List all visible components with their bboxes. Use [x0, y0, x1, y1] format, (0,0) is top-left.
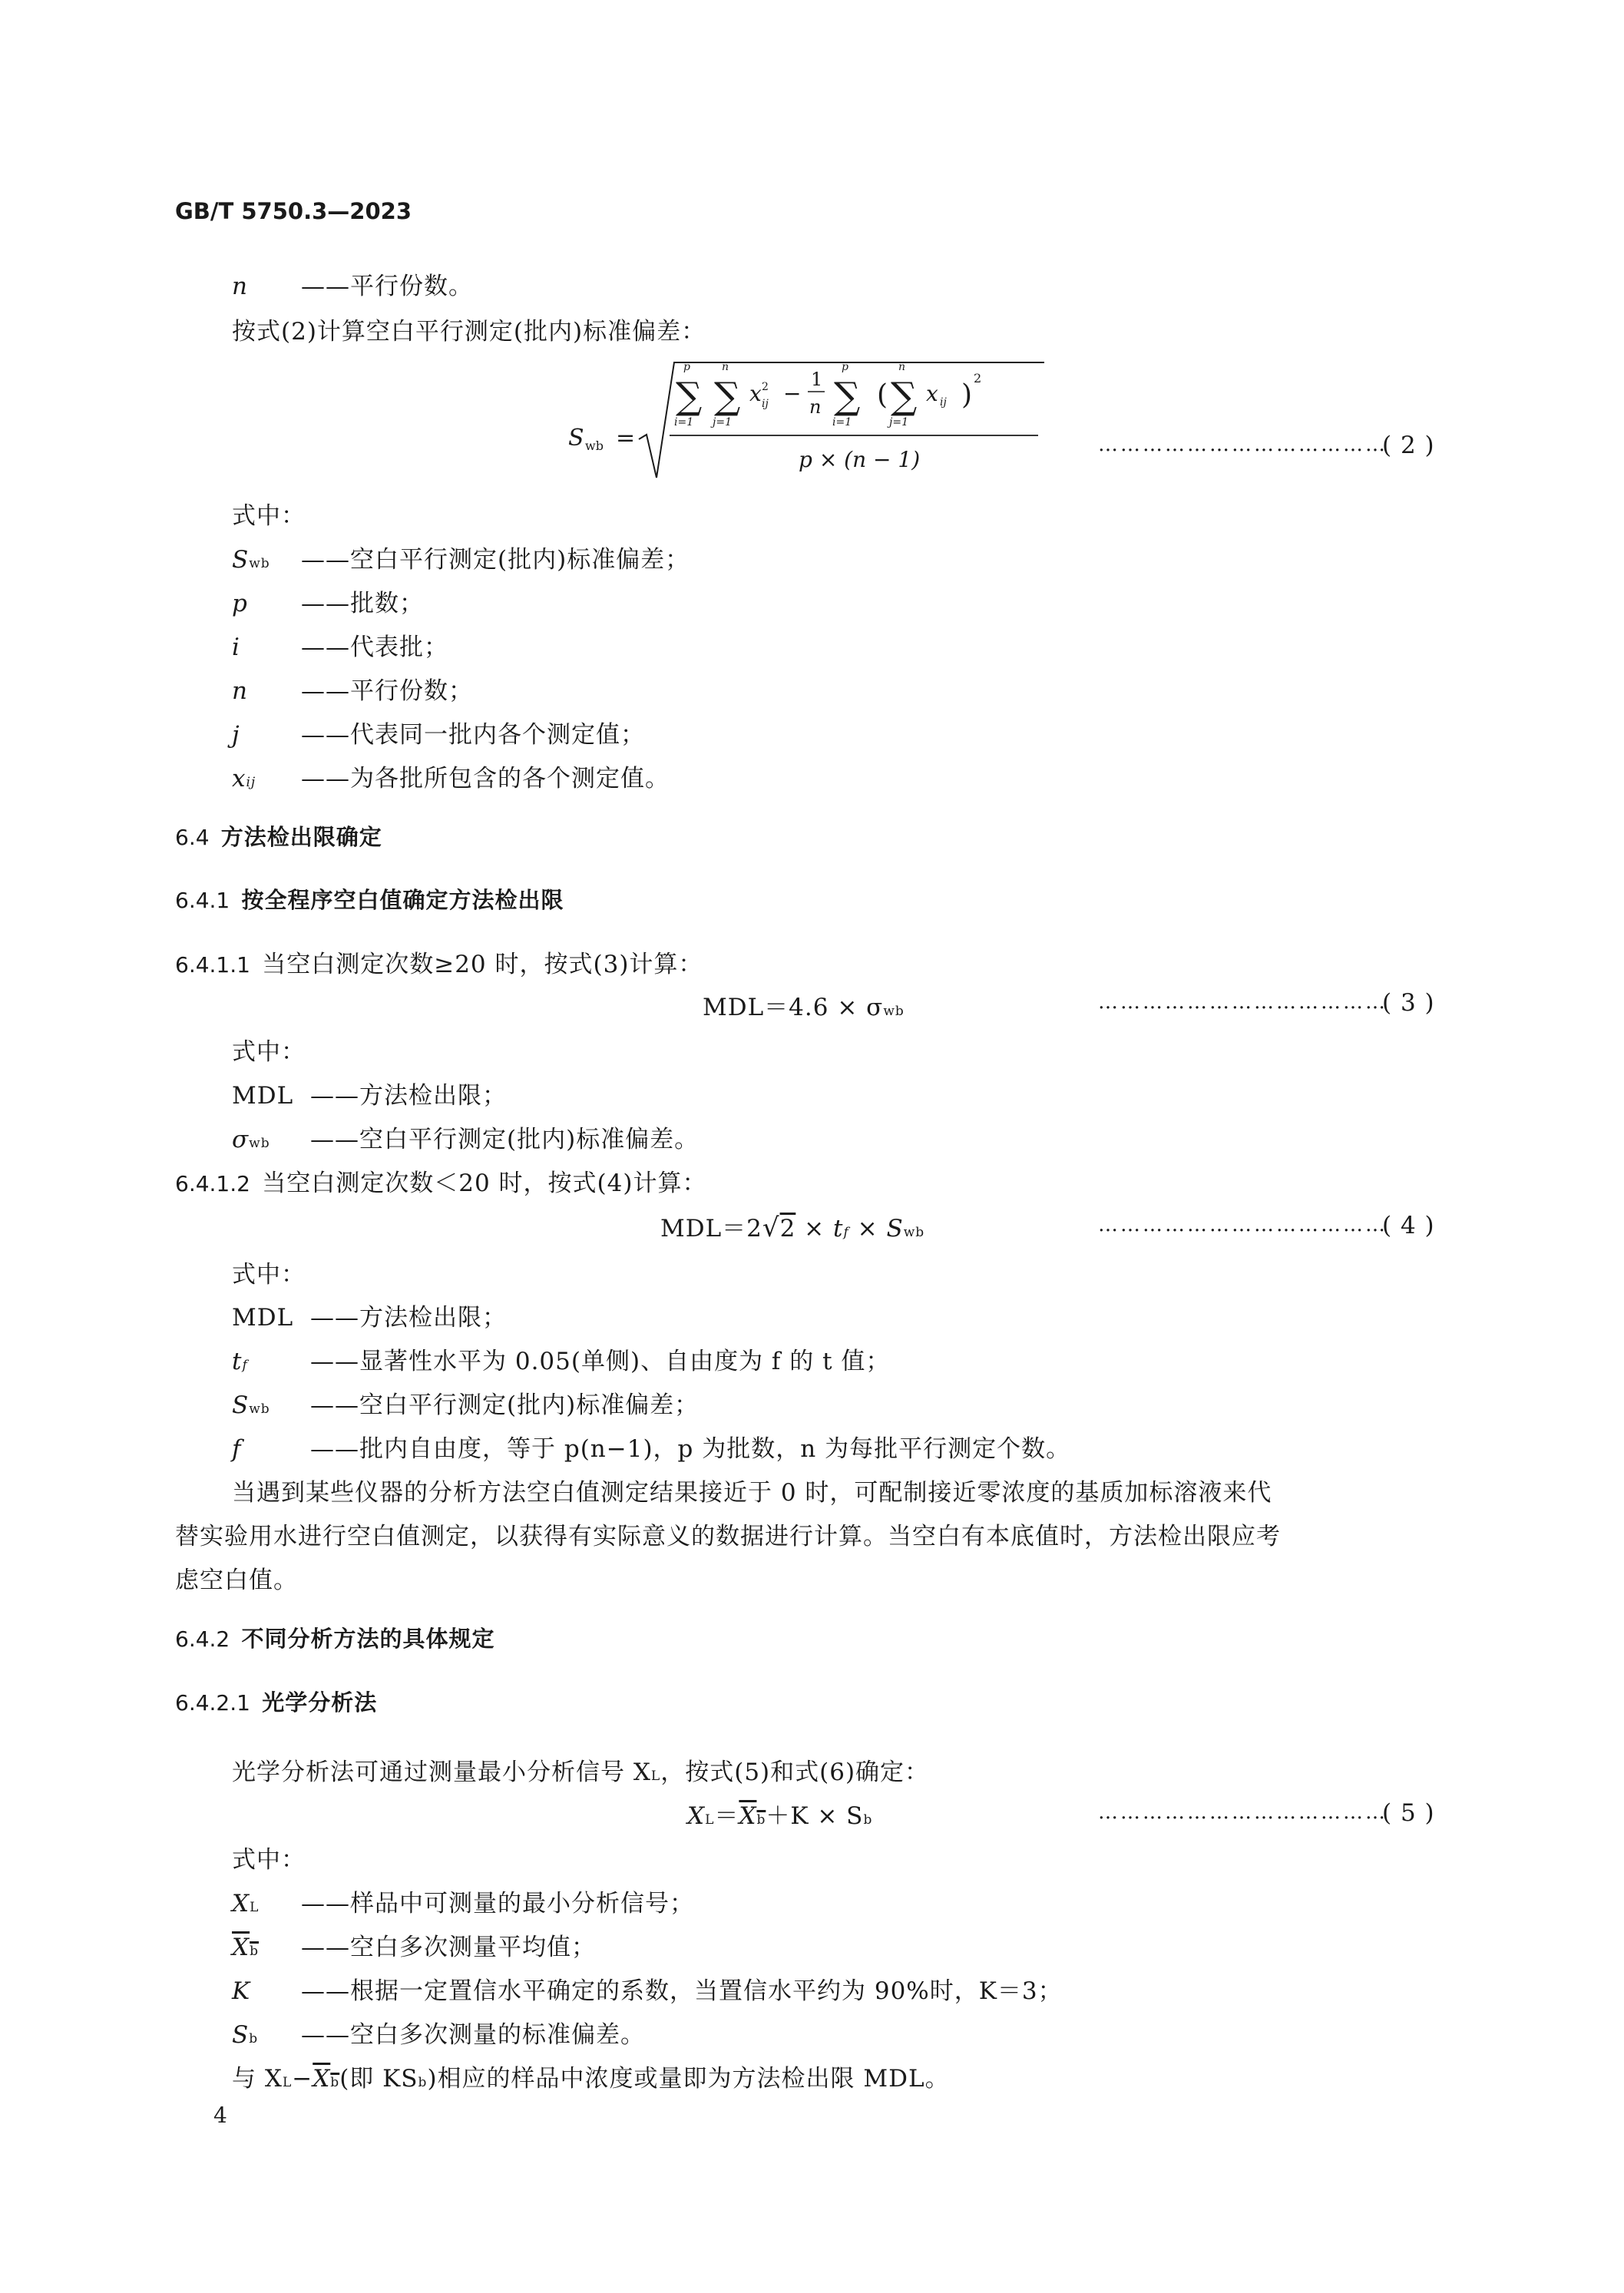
def-line	[232, 1120, 699, 1154]
def-symbol: X	[232, 1934, 250, 1961]
def-line	[232, 627, 448, 662]
section-number: 6.4.1.1	[175, 952, 250, 978]
def-line	[232, 1927, 596, 1962]
eq2-sigma-4: ∑	[891, 375, 918, 418]
eq2-x-1-sq: 2	[762, 381, 769, 393]
eq2-sigma-3: ∑	[834, 375, 861, 418]
def-desc: ——空白平行测定(批内)标准偏差；	[301, 546, 690, 574]
def-desc: ——显著性水平为 0.05(单侧)、自由度为 f 的 t 值；	[310, 1348, 891, 1375]
eq4-part-b: × t	[804, 1215, 844, 1242]
section-number: 6.4	[175, 825, 210, 850]
def-desc: ——样品中可测量的最小分析信号；	[301, 1890, 694, 1917]
eq2-paren-open: (	[877, 379, 888, 411]
section-number: 6.4.2.1	[175, 1690, 250, 1716]
def-desc: ——代表批；	[301, 634, 448, 661]
eq2-x-1-sub: ij	[762, 398, 769, 410]
def-line	[232, 540, 690, 574]
def-symbol: p	[232, 590, 248, 617]
def-desc: ——方法检出限；	[310, 1082, 507, 1110]
section-title: 方法检出限确定	[220, 824, 382, 850]
def-symbol: S	[232, 546, 250, 574]
def-symbol-sub: f	[242, 1358, 248, 1373]
def-line-n	[232, 266, 473, 301]
def-symbol: K	[232, 1977, 251, 2005]
def-symbol: MDL	[232, 1082, 294, 1110]
section-6-4-1-1	[175, 945, 703, 979]
section-text: 当空白测定次数＜20 时，按式(4)计算：	[262, 1170, 707, 1197]
def-symbol: t	[232, 1348, 243, 1375]
eq2-sigma-1: ∑	[676, 375, 703, 418]
where-label: 式中：	[232, 1038, 306, 1066]
eq2-one: 1	[811, 369, 823, 390]
def-symbol: n	[232, 273, 248, 300]
eq4-leader-dots: …………………………………	[1098, 1213, 1388, 1236]
eq5-leader-dots: …………………………………	[1098, 1801, 1388, 1824]
def-desc: ——空白多次测量的标准偏差。	[301, 2021, 645, 2049]
section-6-4-2-1-heading	[175, 1686, 377, 1717]
eq2-sigma-2: ∑	[714, 375, 741, 418]
paragraph-line: 虑空白值。	[175, 1567, 298, 1594]
eq5-xb: X	[739, 1802, 757, 1830]
def-symbol: S	[232, 2021, 250, 2049]
eq2-lead-text: 按式(2)计算空白平行测定(批内)标准偏差：	[232, 318, 706, 346]
def-line	[232, 671, 473, 706]
eq5-equals: ＝	[714, 1802, 739, 1830]
def-symbol-sub: wb	[249, 1401, 270, 1417]
section-number: 6.4.2	[175, 1626, 230, 1652]
eq5-xb-sub: b	[756, 1812, 766, 1828]
eq4-part-a: MDL＝2	[660, 1215, 762, 1242]
def-symbol-sub: wb	[249, 1136, 270, 1151]
final-d: (即 KS	[339, 2065, 418, 2093]
eq4-part-b-sub: f	[843, 1225, 849, 1240]
def-line	[232, 1884, 694, 1918]
eq2-paren-close: )	[961, 379, 973, 411]
eq2-p-top-2: p	[842, 361, 848, 373]
eq2-x-2: x	[926, 381, 938, 406]
paragraph-line: 当遇到某些仪器的分析方法空白值测定结果接近于 0 时，可配制接近零浓度的基质加标溶液来代	[232, 1479, 1272, 1507]
def-desc: ——批内自由度，等于 p(n−1)，p 为批数，n 为每批平行测定个数。	[310, 1435, 1071, 1463]
eq2-denominator: p × (n − 1)	[799, 447, 921, 472]
eq2-lhs-sub: wb	[585, 438, 604, 453]
eq4-number: ( 4 )	[1382, 1212, 1435, 1239]
def-desc: ——空白平行测定(批内)标准偏差；	[310, 1391, 700, 1419]
where-label: 式中：	[232, 1846, 306, 1874]
def-desc: ——平行份数；	[301, 677, 473, 705]
optical-lead-b: ，按式(5)和式(6)确定：	[660, 1759, 930, 1786]
eq2-x-1: x	[749, 381, 762, 406]
final-sentence	[232, 2059, 950, 2093]
eq2-x-2-sub: ij	[940, 396, 947, 409]
eq2-i-eq-1-b: i=1	[832, 416, 852, 428]
optical-lead-a: 光学分析法可通过测量最小分析信号 X	[232, 1759, 651, 1786]
eq5-number: ( 5 )	[1382, 1799, 1435, 1827]
final-c: X	[313, 2065, 331, 2093]
section-title: 光学分析法	[262, 1689, 378, 1716]
def-desc: ——平行份数。	[301, 273, 473, 300]
standard-code: GB/T 5750.3—2023	[175, 198, 412, 224]
section-6-4-1-heading	[175, 883, 564, 915]
eq5-xl: X	[687, 1802, 706, 1830]
def-desc: ——空白平行测定(批内)标准偏差。	[310, 1126, 700, 1153]
def-line	[232, 2015, 645, 2050]
section-6-4-heading	[175, 820, 382, 852]
eq2-j-eq-1-b: j=1	[889, 416, 908, 428]
eq2-n-denominator: n	[809, 396, 822, 418]
eq2-minus: −	[783, 381, 802, 406]
equation-4	[660, 1209, 924, 1243]
section-title: 按全程序空白值确定方法检出限	[241, 887, 564, 913]
eq3-sub: wb	[883, 1004, 905, 1019]
def-symbol: x	[232, 765, 246, 792]
section-title: 不同分析方法的具体规定	[241, 1626, 495, 1652]
eq5-rest: ＋K × S	[766, 1802, 864, 1830]
final-c-sub: b	[330, 2075, 340, 2090]
def-symbol: n	[232, 677, 248, 705]
equation-5	[687, 1796, 872, 1831]
def-line	[232, 1429, 1070, 1464]
paragraph-line: 替实验用水进行空白值测定，以获得有实际意义的数据进行计算。当空白有本底值时，方法检出限应考	[175, 1523, 1281, 1550]
def-line	[232, 584, 424, 618]
def-line	[232, 1342, 890, 1376]
eq2-lhs: S	[568, 425, 584, 452]
eq2-equals: =	[616, 425, 636, 452]
eq2-p-top-1: p	[683, 361, 690, 373]
eq2-number: ( 2 )	[1382, 432, 1435, 459]
def-desc: ——根据一定置信水平确定的系数，当置信水平约为 90%时，K＝3；	[301, 1977, 1063, 2005]
where-label: 式中：	[232, 1261, 306, 1289]
section-6-4-1-2	[175, 1163, 706, 1198]
def-symbol: f	[232, 1435, 242, 1463]
def-symbol: S	[232, 1391, 250, 1419]
section-text: 当空白测定次数≥20 时，按式(3)计算：	[262, 951, 703, 978]
eq3-number: ( 3 )	[1382, 989, 1435, 1017]
def-desc: ——方法检出限；	[310, 1304, 507, 1332]
def-symbol: σ	[232, 1126, 250, 1153]
final-a-sub: L	[282, 2075, 293, 2090]
equation-2	[568, 355, 1060, 485]
section-6-4-2-heading	[175, 1622, 495, 1653]
optical-lead	[232, 1752, 929, 1787]
def-symbol-sub: ij	[246, 775, 256, 790]
eq3-body: MDL＝4.6 × σ	[703, 994, 884, 1021]
def-desc: ——代表同一批内各个测定值；	[301, 721, 645, 749]
def-desc: ——为各批所包含的各个测定值。	[301, 765, 670, 792]
def-symbol: X	[232, 1890, 250, 1917]
section-number: 6.4.1	[175, 888, 230, 913]
final-b: −	[292, 2065, 313, 2093]
def-symbol: MDL	[232, 1304, 294, 1332]
final-e: )相应的样品中浓度或量即为方法检出限 MDL。	[427, 2065, 950, 2093]
def-line	[232, 1385, 699, 1420]
def-symbol-sub: wb	[249, 556, 270, 571]
def-desc: ——批数；	[301, 590, 424, 617]
def-symbol-sub: L	[250, 1900, 260, 1915]
final-a: 与 X	[232, 2065, 283, 2093]
where-label: 式中：	[232, 502, 306, 530]
def-line	[232, 1971, 1063, 2006]
eq4-root: 2	[779, 1215, 796, 1242]
sqrt-icon: √	[762, 1213, 780, 1243]
final-d-sub: b	[418, 2075, 428, 2090]
def-line	[232, 759, 670, 793]
equation-3	[703, 988, 905, 1022]
eq2-i-eq-1: i=1	[674, 416, 694, 428]
eq5-xl-sub: L	[705, 1812, 715, 1828]
section-number: 6.4.1.2	[175, 1171, 250, 1196]
eq2-n-top-2: n	[898, 361, 906, 373]
eq2-n-top-1: n	[722, 361, 729, 373]
def-symbol-sub: b	[250, 1944, 259, 1959]
def-symbol: i	[232, 634, 240, 661]
optical-lead-sub: L	[650, 1769, 661, 1784]
def-desc: ——空白多次测量平均值；	[301, 1934, 596, 1961]
def-line	[232, 1298, 507, 1332]
eq2-j-eq-1-a: j=1	[713, 416, 732, 428]
def-line	[232, 1076, 507, 1110]
eq4-part-c-sub: wb	[903, 1225, 925, 1240]
def-symbol: j	[232, 721, 240, 749]
eq2-square: 2	[974, 371, 982, 385]
def-line	[232, 715, 645, 749]
eq5-rest-sub: b	[863, 1812, 873, 1828]
eq2-leader-dots: …………………………………	[1098, 433, 1388, 456]
eq4-part-c: × S	[857, 1215, 904, 1242]
eq3-leader-dots: …………………………………	[1098, 991, 1388, 1014]
def-symbol-sub: b	[249, 2031, 259, 2046]
page-number: 4	[213, 2103, 227, 2128]
